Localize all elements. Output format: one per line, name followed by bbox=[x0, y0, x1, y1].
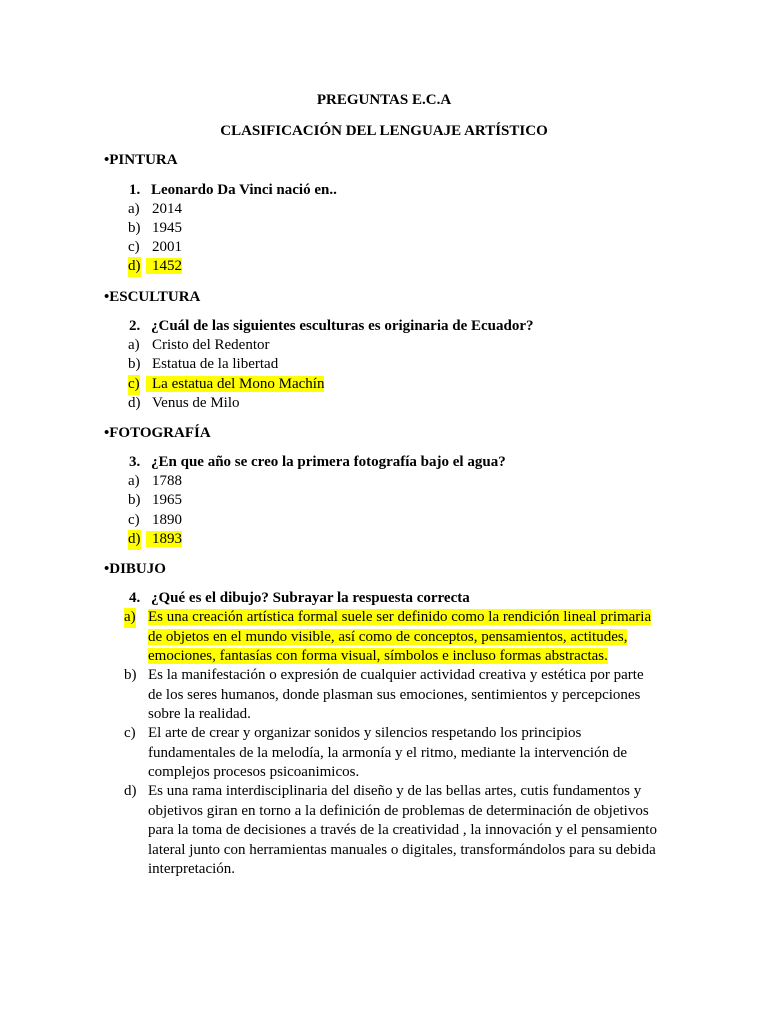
option-line: fundamentales de la melodía, la armonía y el ritmo, mediante la intervención de bbox=[148, 744, 627, 761]
question-number: 2. bbox=[129, 318, 141, 334]
option-text bbox=[148, 666, 658, 725]
option-letter: c) bbox=[124, 725, 136, 741]
option-text: 1788 bbox=[152, 473, 182, 489]
option-4c bbox=[124, 724, 664, 783]
option-text: 2001 bbox=[152, 239, 182, 255]
option-line: para la toma de decisiones a través de la creatividad , la innovación y el pensamiento bbox=[148, 822, 657, 838]
option-text bbox=[148, 782, 658, 880]
option-text: 1965 bbox=[152, 492, 182, 508]
option-line: complejos procesos psicoanimicos. bbox=[148, 764, 360, 780]
option-letter: d) bbox=[128, 530, 141, 550]
option-line: sobre la realidad. bbox=[148, 706, 251, 722]
option-text: Estatua de la libertad bbox=[152, 356, 279, 372]
question-3 bbox=[129, 453, 506, 472]
option-text: Cristo del Redentor bbox=[152, 337, 270, 353]
option-text bbox=[148, 724, 658, 783]
option-letter: b) bbox=[128, 356, 141, 372]
option-line: emociones, fantasías con forma visual, símbolos e incluso formas abstractas. bbox=[148, 648, 608, 664]
option-line: de objetos en el mundo visible, así como de conceptos, pensamientos, actitudes, bbox=[148, 628, 628, 645]
option-4d bbox=[124, 782, 664, 880]
section-heading-dibujo: •DIBUJO bbox=[104, 561, 166, 577]
option-text: 2014 bbox=[152, 201, 182, 217]
option-letter: a) bbox=[128, 473, 140, 489]
option-4b bbox=[124, 666, 664, 725]
question-1 bbox=[129, 181, 337, 200]
option-text: Venus de Milo bbox=[152, 395, 240, 411]
option-letter: d) bbox=[128, 257, 141, 277]
option-letter: c) bbox=[128, 239, 140, 255]
option-line: El arte de crear y organizar sonidos y silencios respetando los principios bbox=[148, 725, 582, 741]
option-line: objetivos giran en torno a la definición de problemas de determinación de objetivos bbox=[148, 802, 649, 819]
option-letter: a) bbox=[128, 337, 140, 353]
option-text: 1893 bbox=[146, 531, 182, 547]
option-line: lateral junto con herramientas manuales o digitales, transformándolos para su debida bbox=[148, 841, 656, 858]
option-letter: c) bbox=[128, 512, 140, 528]
option-line: Es la manifestación o expresión de cualquier actividad creativa y estética por parte bbox=[148, 667, 644, 683]
question-number: 1. bbox=[129, 182, 141, 198]
option-text: 1945 bbox=[152, 220, 182, 236]
option-letter: c) bbox=[128, 375, 140, 395]
question-text: ¿Qué es el dibujo? Subrayar la respuesta correcta bbox=[151, 590, 470, 606]
option-text: La estatua del Mono Machín bbox=[146, 376, 324, 392]
option-text: 1890 bbox=[152, 512, 182, 528]
option-letter: d) bbox=[124, 783, 137, 799]
document-title: PREGUNTAS E.C.A bbox=[316, 92, 452, 108]
option-line: Es una rama interdisciplinaria del diseño y de las bellas artes, cutis fundamentos y bbox=[148, 783, 642, 799]
option-letter: a) bbox=[128, 201, 140, 217]
option-letter: b) bbox=[128, 220, 141, 236]
question-2 bbox=[129, 317, 534, 336]
option-text bbox=[148, 608, 658, 667]
question-text: ¿En que año se creo la primera fotografía bajo el agua? bbox=[151, 454, 506, 470]
question-number: 3. bbox=[129, 454, 141, 470]
question-4 bbox=[129, 589, 470, 608]
section-heading-fotografia: •FOTOGRAFÍA bbox=[104, 425, 211, 441]
option-letter: d) bbox=[128, 395, 141, 411]
option-line: Es una creación artística formal suele ser definido como la rendición lineal primaria bbox=[148, 609, 652, 625]
option-line: interpretación. bbox=[148, 861, 236, 877]
question-number: 4. bbox=[129, 590, 141, 606]
option-letter: a) bbox=[124, 608, 136, 628]
document-subtitle: CLASIFICACIÓN DEL LENGUAJE ARTÍSTICO bbox=[220, 123, 548, 139]
section-heading-pintura: •PINTURA bbox=[104, 152, 178, 168]
section-heading-escultura: •ESCULTURA bbox=[104, 289, 201, 305]
question-text: ¿Cuál de las siguientes esculturas es originaria de Ecuador? bbox=[151, 318, 534, 334]
option-text: 1452 bbox=[146, 258, 182, 274]
option-letter: b) bbox=[124, 667, 137, 683]
option-letter: b) bbox=[128, 492, 141, 508]
question-text: Leonardo Da Vinci nació en.. bbox=[151, 182, 337, 198]
option-4a-highlighted bbox=[124, 608, 664, 667]
option-line: de los seres humanos, donde plasman sus emociones, sentimientos y percepciones bbox=[148, 686, 641, 703]
